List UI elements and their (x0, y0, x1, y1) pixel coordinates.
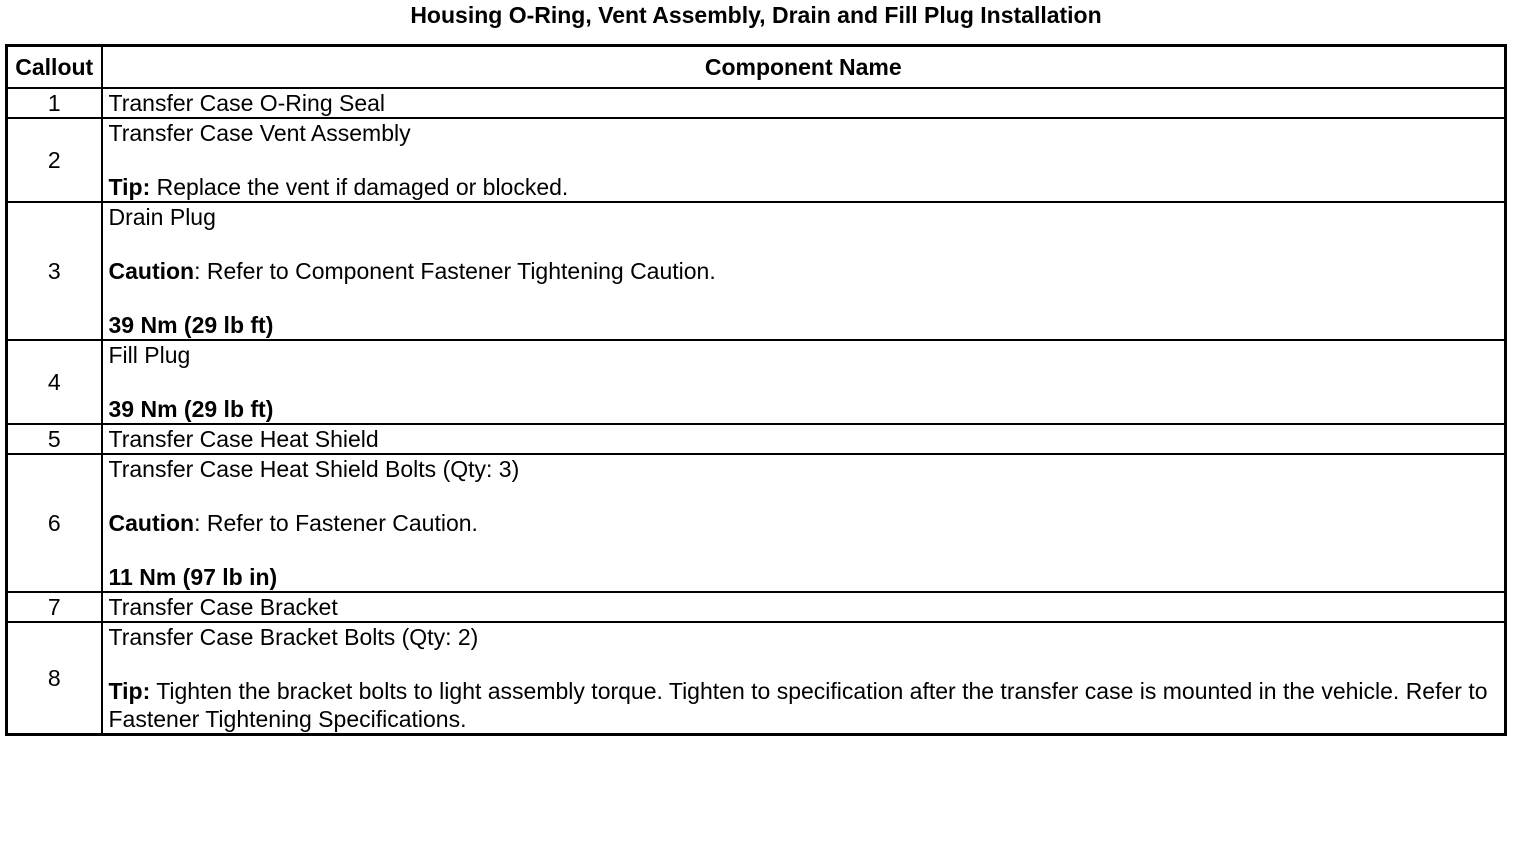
component-name: Transfer Case Bracket (108, 594, 338, 620)
callout-cell: 8 (7, 622, 102, 735)
component-table (5, 44, 1507, 736)
tip-text: Replace the vent if damaged or blocked. (150, 174, 569, 200)
table-row (7, 454, 1506, 592)
table-row (7, 202, 1506, 340)
component-name: Transfer Case O-Ring Seal (108, 90, 386, 116)
component-name: Fill Plug (108, 342, 191, 368)
callout-cell: 5 (7, 424, 102, 454)
caution-text: : Refer to Fastener Caution. (194, 510, 478, 536)
table-row (7, 592, 1506, 622)
component-cell (102, 622, 1506, 735)
component-name: Transfer Case Bracket Bolts (Qty: 2) (108, 624, 479, 650)
table-row (7, 340, 1506, 424)
component-name: Transfer Case Heat Shield (108, 426, 379, 452)
header-component-name: Component Name (102, 46, 1506, 89)
tip-label: Tip: (108, 678, 151, 704)
header-callout: Callout (7, 46, 102, 89)
callout-cell: 2 (7, 118, 102, 202)
table-row (7, 424, 1506, 454)
component-cell (102, 118, 1506, 202)
component-name: Transfer Case Heat Shield Bolts (Qty: 3) (108, 456, 520, 482)
callout-cell: 6 (7, 454, 102, 592)
component-cell (102, 88, 1506, 118)
component-cell (102, 424, 1506, 454)
component-cell (102, 340, 1506, 424)
caution-label: Caution (108, 258, 195, 284)
caution-label: Caution (108, 510, 195, 536)
tip-text: Tighten the bracket bolts to light assembly torque. Tighten to specification after the transfer case is mounted in the vehicle. Refer to Fastener Tightening Specifications. (108, 678, 1488, 732)
torque-spec: 11 Nm (97 lb in) (108, 564, 278, 590)
caution-text: : Refer to Component Fastener Tightening Caution. (194, 258, 716, 284)
tip-label: Tip: (108, 174, 151, 200)
callout-cell: 1 (7, 88, 102, 118)
table-row (7, 88, 1506, 118)
page-title: Housing O-Ring, Vent Assembly, Drain and Fill Plug Installation (410, 2, 1102, 28)
component-name: Drain Plug (108, 204, 216, 230)
callout-cell: 4 (7, 340, 102, 424)
component-cell (102, 202, 1506, 340)
component-cell (102, 454, 1506, 592)
table-row (7, 622, 1506, 735)
table-row (7, 118, 1506, 202)
torque-spec: 39 Nm (29 lb ft) (108, 312, 274, 338)
callout-cell: 3 (7, 202, 102, 340)
callout-cell: 7 (7, 592, 102, 622)
torque-spec: 39 Nm (29 lb ft) (108, 396, 274, 422)
component-cell (102, 592, 1506, 622)
table-header-row (7, 46, 1506, 89)
component-name: Transfer Case Vent Assembly (108, 120, 411, 146)
